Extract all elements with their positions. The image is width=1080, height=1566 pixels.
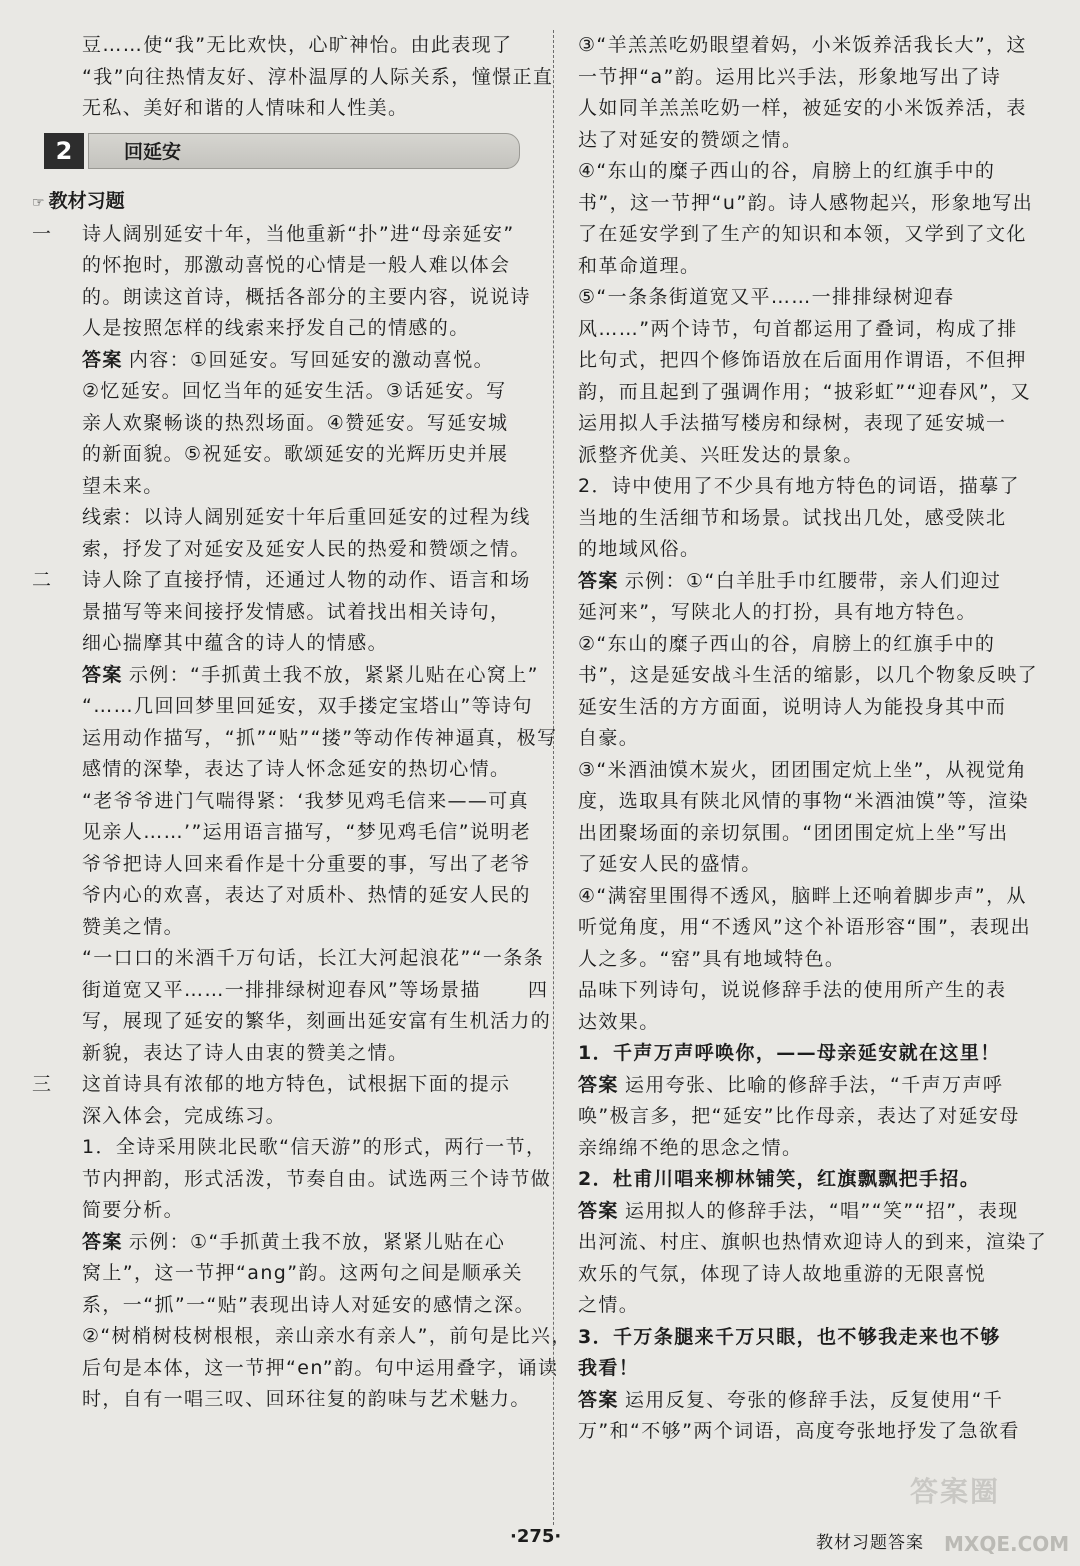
line-text: 简要分析。 bbox=[82, 1199, 185, 1221]
text-line bbox=[32, 439, 542, 471]
text-line bbox=[32, 912, 542, 944]
text-line bbox=[32, 250, 542, 282]
hand-pointer-icon: ☞ bbox=[32, 194, 45, 211]
line-text: ②“树梢树枝树根根，亲山亲水有亲人”，前句是比兴， bbox=[82, 1325, 572, 1347]
line-text: 窝上”，这一节押“ang”韵。这两句之间是顺承关 bbox=[82, 1262, 523, 1284]
line-text: 望未来。 bbox=[82, 474, 164, 497]
answer-label: 答案 bbox=[82, 1230, 123, 1253]
text-line bbox=[578, 219, 1056, 251]
running-title: 教材习题答案 bbox=[816, 1533, 924, 1553]
text-line bbox=[32, 1290, 542, 1322]
line-text: 人如同羊羔羔吃奶一样，被延安的小米饭养活，表 bbox=[578, 97, 1027, 119]
text-line bbox=[32, 754, 542, 786]
text-line: “我”向往热情友好、淳朴温厚的人际关系，憧憬正直 bbox=[82, 65, 554, 88]
exercise-subheading-label: 教材习题 bbox=[48, 189, 125, 212]
text-line bbox=[32, 723, 558, 755]
text-line bbox=[578, 1038, 1056, 1070]
line-text: 示例：①“白羊肚手巾红腰带，亲人们迎过 bbox=[624, 569, 1002, 592]
line-text: 的地域风俗。 bbox=[578, 538, 701, 560]
text-line: 无私、美好和谐的人情味和人性美。 bbox=[82, 97, 409, 119]
line-text: 人是按照怎样的线索来抒发自己的情感的。 bbox=[82, 317, 470, 339]
column-divider bbox=[553, 30, 554, 1525]
right-column bbox=[528, 30, 1056, 1448]
line-text: ②“东山的糜子西山的谷，肩膀上的红旗手中的 bbox=[578, 632, 996, 655]
section-header bbox=[32, 131, 542, 175]
text-line bbox=[32, 597, 542, 629]
text-line bbox=[32, 691, 542, 723]
text-line bbox=[578, 1007, 1056, 1039]
left-column bbox=[32, 30, 572, 1416]
line-text: 延安生活的方方面面，说明诗人为能投身其中而 bbox=[578, 695, 1007, 718]
text-line bbox=[578, 692, 1056, 724]
line-text: 度，选取具有陕北风情的事物“米酒油馍”等，渲染 bbox=[578, 790, 1029, 812]
text-line bbox=[578, 881, 1056, 913]
text-line bbox=[578, 1290, 1056, 1322]
line-text: 听觉角度，用“不透风”这个补语形容“围”，表现出 bbox=[578, 916, 1031, 938]
text-line bbox=[32, 975, 542, 1007]
text-line bbox=[32, 1321, 572, 1353]
line-text: 的新面貌。⑤祝延安。歌颂延安的光辉历史并展 bbox=[82, 443, 509, 465]
line-text: 2．杜甫川唱来柳林铺笑，红旗飘飘把手招。 bbox=[578, 1168, 981, 1190]
line-text: 出河流、村庄、旗帜也热情欢迎诗人的到来，渲染了 bbox=[578, 1231, 1048, 1253]
text-line bbox=[32, 1164, 552, 1196]
line-text: 的怀抱时，那激动喜悦的心情是一般人难以体会 bbox=[82, 254, 511, 276]
text-line bbox=[578, 408, 1056, 440]
question-line bbox=[32, 565, 542, 597]
line-text: 3．千万条腿来千万只眼，也不够我走来也不够 bbox=[578, 1325, 1001, 1348]
text-line bbox=[578, 377, 1056, 409]
text-line bbox=[578, 1164, 1056, 1196]
line-text: 人之多。“窑”具有地域特色。 bbox=[578, 947, 846, 970]
line-text: 一节押“a”韵。运用比兴手法，形象地写出了诗 bbox=[578, 65, 1002, 88]
text-line bbox=[32, 1384, 542, 1416]
answer-line bbox=[32, 345, 542, 377]
text-line bbox=[578, 440, 1056, 472]
line-text: 后句是本体，这一节押“en”韵。句中运用叠字，诵读 bbox=[82, 1356, 559, 1379]
line-text: 1．全诗采用陕北民歌“信天游”的形式，两行一节， bbox=[82, 1136, 547, 1158]
line-text: 内容：①回延安。写回延安的激动喜悦。 bbox=[128, 348, 495, 371]
line-text: 运用拟人的修辞手法，“唱”“笑”“招”，表现 bbox=[624, 1199, 1019, 1222]
text-line bbox=[32, 943, 545, 975]
line-text: ⑤“一条条街道宽又平……一排排绿树迎春 bbox=[578, 286, 955, 308]
answer-line bbox=[578, 1070, 1056, 1102]
line-text: 书”，这一节押“u”韵。诗人感物起兴，形象地写出 bbox=[578, 191, 1034, 214]
text-line bbox=[578, 1133, 1056, 1165]
text-line bbox=[578, 93, 1056, 125]
text-line bbox=[578, 723, 1056, 755]
line-text: ②忆延安。回忆当年的延安生活。③话延安。写 bbox=[82, 380, 507, 402]
line-text: 赞美之情。 bbox=[82, 915, 185, 938]
line-text: 派整齐优美、兴旺发达的景象。 bbox=[578, 443, 864, 466]
text-line bbox=[32, 1006, 552, 1038]
line-text: 的。朗读这首诗，概括各部分的主要内容，说说诗 bbox=[82, 285, 531, 308]
line-text: ④“满窑里围得不透风，脑畔上还响着脚步声”，从 bbox=[578, 884, 1027, 907]
watermark-logo: 答案圈 bbox=[910, 1475, 1001, 1508]
text-line: 豆……使“我”无比欢快，心旷神怡。由此表现了 bbox=[82, 34, 513, 56]
text-line bbox=[578, 251, 1056, 283]
text-line bbox=[578, 1101, 1056, 1133]
answer-label: 答案 bbox=[82, 348, 123, 371]
line-text: 了延安人民的盛情。 bbox=[578, 853, 762, 875]
text-line bbox=[578, 1353, 1056, 1385]
line-text: 爷内心的欢喜，表达了对质朴、热情的延安人民的 bbox=[82, 884, 531, 906]
line-text: 这首诗具有浓郁的地方特色，试根据下面的提示 bbox=[82, 1073, 511, 1095]
line-text: 万”和“不够”两个词语，高度夸张地抒发了急欲看 bbox=[578, 1420, 1020, 1442]
text-line bbox=[32, 282, 542, 314]
answer-line bbox=[578, 566, 1056, 598]
answer-label: 答案 bbox=[578, 1199, 619, 1222]
text-line bbox=[578, 188, 1056, 220]
section-title: 回延安 bbox=[124, 140, 182, 163]
text-line bbox=[578, 62, 1056, 94]
text-line bbox=[578, 660, 1056, 692]
page-number: ·275· bbox=[510, 1526, 562, 1547]
text-line bbox=[32, 1195, 542, 1227]
text-line bbox=[32, 1353, 559, 1385]
answer-line bbox=[578, 1196, 1056, 1228]
text-line bbox=[578, 1416, 1056, 1448]
line-text: 运用夸张、比喻的修辞手法，“千声万声呼 bbox=[624, 1073, 1004, 1096]
line-text: “……几回回梦里回延安，双手搂定宝塔山”等诗句 bbox=[82, 695, 533, 717]
line-text: 书”，这是延安战斗生活的缩影，以几个物象反映了 bbox=[578, 664, 1039, 686]
line-text: 写，展现了延安的繁华，刻画出延安富有生机活力的 bbox=[82, 1010, 552, 1032]
text-line bbox=[32, 502, 542, 534]
line-text: 延河来”，写陕北人的打扮，具有地方特色。 bbox=[578, 601, 977, 623]
line-text: 运用动作描写，“抓”“贴”“搂”等动作传神逼真，极写 bbox=[82, 726, 558, 749]
answer-label: 答案 bbox=[578, 569, 619, 592]
line-text: 细心揣摩其中蕴含的诗人的情感。 bbox=[82, 632, 389, 654]
line-text: “一口口的米酒千万句话，长江大河起浪花”“一条条 bbox=[82, 947, 545, 969]
question-line bbox=[32, 219, 542, 251]
text-line bbox=[32, 1132, 547, 1164]
text-line bbox=[32, 1038, 542, 1070]
answer-label: 答案 bbox=[578, 1073, 619, 1096]
line-text: 出团聚场面的亲切氛围。“团团围定炕上坐”写出 bbox=[578, 821, 1009, 844]
line-text: 唤”极言多，把“延安”比作母亲，表达了对延安母 bbox=[578, 1105, 1020, 1127]
line-text: 见亲人……’”运用语言描写，“梦见鸡毛信”说明老 bbox=[82, 821, 532, 843]
line-text: 时，自有一唱三叹、回环往复的韵味与艺术魅力。 bbox=[82, 1388, 531, 1410]
question-number: 二 bbox=[32, 569, 53, 591]
text-line bbox=[578, 818, 1056, 850]
line-text: 运用拟人手法描写楼房和绿树，表现了延安城一 bbox=[578, 412, 1007, 434]
question-line bbox=[528, 975, 1056, 1007]
text-line bbox=[578, 503, 1056, 535]
line-text: 韵，而且起到了强调作用；“披彩虹”“迎春风”，又 bbox=[578, 380, 1031, 403]
text-line bbox=[578, 534, 1056, 566]
line-text: 了在延安学到了生产的知识和本领，又学到了文化 bbox=[578, 223, 1027, 245]
line-text: ③“羊羔羔吃奶眼望着妈，小米饭养活我长大”，这 bbox=[578, 34, 1027, 56]
text-line bbox=[32, 313, 542, 345]
line-text: 风……”两个诗节，句首都运用了叠词，构成了排 bbox=[578, 317, 1018, 340]
line-text: 比句式，把四个修饰语放在后面用作谓语，不但押 bbox=[578, 349, 1027, 371]
text-line bbox=[32, 376, 542, 408]
line-text: 街道宽又平……一排排绿树迎春风”等场景描 bbox=[82, 978, 481, 1001]
line-text: 系，一“抓”一“贴”表现出诗人对延安的感情之深。 bbox=[82, 1293, 535, 1316]
text-line bbox=[578, 314, 1056, 346]
answer-line bbox=[32, 1227, 542, 1259]
section-number: 2 bbox=[44, 133, 84, 169]
line-text: 自豪。 bbox=[578, 727, 640, 749]
text-line bbox=[32, 1258, 542, 1290]
text-line bbox=[32, 628, 542, 660]
line-text: 节内押韵，形式活泼，节奏自由。试选两三个诗节做 bbox=[82, 1167, 552, 1190]
line-text: 和革命道理。 bbox=[578, 254, 701, 277]
text-line bbox=[578, 156, 1056, 188]
line-text: 欢乐的气氛，体现了诗人故地重游的无限喜悦 bbox=[578, 1262, 987, 1285]
text-line bbox=[32, 786, 542, 818]
line-text: 品味下列诗句，说说修辞手法的使用所产生的表 bbox=[578, 979, 1007, 1001]
line-text: 达效果。 bbox=[578, 1010, 660, 1033]
line-text: 当地的生活细节和场景。试找出几处，感受陕北 bbox=[578, 506, 1007, 529]
answer-label: 答案 bbox=[578, 1388, 619, 1411]
line-text: 我看！ bbox=[578, 1357, 640, 1379]
text-line bbox=[578, 849, 1056, 881]
text-line bbox=[578, 629, 1056, 661]
text-line bbox=[32, 471, 542, 503]
text-line bbox=[32, 534, 542, 566]
line-text: ④“东山的糜子西山的谷，肩膀上的红旗手中的 bbox=[578, 160, 996, 182]
line-text: 新貌，表达了诗人由衷的赞美之情。 bbox=[82, 1041, 409, 1064]
text-line bbox=[578, 912, 1056, 944]
line-text: 诗人除了直接抒情，还通过人物的动作、语言和场 bbox=[82, 569, 531, 591]
line-text: 景描写等来间接抒发情感。试着找出相关诗句， bbox=[82, 600, 511, 623]
line-text: 示例：①“手抓黄土我不放，紧紧儿贴在心 bbox=[128, 1230, 506, 1253]
line-text: 索，抒发了对延安及延安人民的热爱和赞颂之情。 bbox=[82, 537, 531, 560]
question-number: 四 bbox=[528, 979, 549, 1001]
text-line bbox=[32, 1101, 542, 1133]
text-line bbox=[578, 1227, 1056, 1259]
answer-line bbox=[578, 1385, 1056, 1417]
line-text: 线索：以诗人阔别延安十年后重回延安的过程为线 bbox=[82, 506, 531, 528]
line-text: 诗人阔别延安十年，当他重新“扑”进“母亲延安” bbox=[82, 222, 515, 245]
answer-line bbox=[32, 660, 542, 692]
line-text: 示例：“手抓黄土我不放，紧紧儿贴在心窝上” bbox=[128, 663, 539, 686]
question-number: 一 bbox=[32, 222, 53, 245]
text-line bbox=[578, 345, 1056, 377]
line-text: 之情。 bbox=[578, 1294, 640, 1316]
left-top-paragraph bbox=[32, 30, 554, 125]
exercise-subheading bbox=[32, 183, 542, 219]
line-text: 2．诗中使用了不少具有地方特色的词语，描摹了 bbox=[578, 475, 1020, 497]
text-line bbox=[32, 817, 542, 849]
left-body bbox=[32, 219, 572, 1416]
text-line bbox=[578, 1259, 1056, 1291]
text-line bbox=[578, 1322, 1056, 1354]
text-line bbox=[578, 125, 1056, 157]
text-line bbox=[578, 282, 1056, 314]
text-line bbox=[32, 880, 542, 912]
text-line bbox=[578, 755, 1056, 787]
line-text: “老爷爷进门气喘得紧：‘我梦见鸡毛信来——可真 bbox=[82, 789, 530, 812]
line-text: ③“米酒油馍木炭火，团团围定炕上坐”，从视觉角 bbox=[578, 758, 1027, 781]
watermark-url: MXQE.COM bbox=[944, 1532, 1070, 1556]
text-line bbox=[578, 786, 1056, 818]
answer-label: 答案 bbox=[82, 663, 123, 686]
text-line bbox=[578, 944, 1056, 976]
line-text: 1．千声万声呼唤你，——母亲延安就在这里！ bbox=[578, 1042, 1001, 1064]
text-line bbox=[32, 408, 542, 440]
line-text: 达了对延安的赞颂之情。 bbox=[578, 128, 803, 151]
line-text: 深入体会，完成练习。 bbox=[82, 1104, 287, 1127]
question-line bbox=[32, 1069, 542, 1101]
line-text: 亲人欢聚畅谈的热烈场面。④赞延安。写延安城 bbox=[82, 411, 509, 434]
text-line bbox=[578, 471, 1056, 503]
right-body bbox=[528, 30, 1056, 1448]
question-number: 三 bbox=[32, 1073, 53, 1095]
text-line bbox=[32, 849, 542, 881]
line-text: 亲绵绵不绝的思念之情。 bbox=[578, 1136, 803, 1159]
line-text: 爷爷把诗人回来看作是十分重要的事，写出了老爷 bbox=[82, 852, 531, 875]
text-line bbox=[578, 30, 1056, 62]
text-line bbox=[578, 597, 1056, 629]
line-text: 运用反复、夸张的修辞手法，反复使用“千 bbox=[624, 1388, 1004, 1411]
line-text: 感情的深挚，表达了诗人怀念延安的热切心情。 bbox=[82, 758, 511, 780]
